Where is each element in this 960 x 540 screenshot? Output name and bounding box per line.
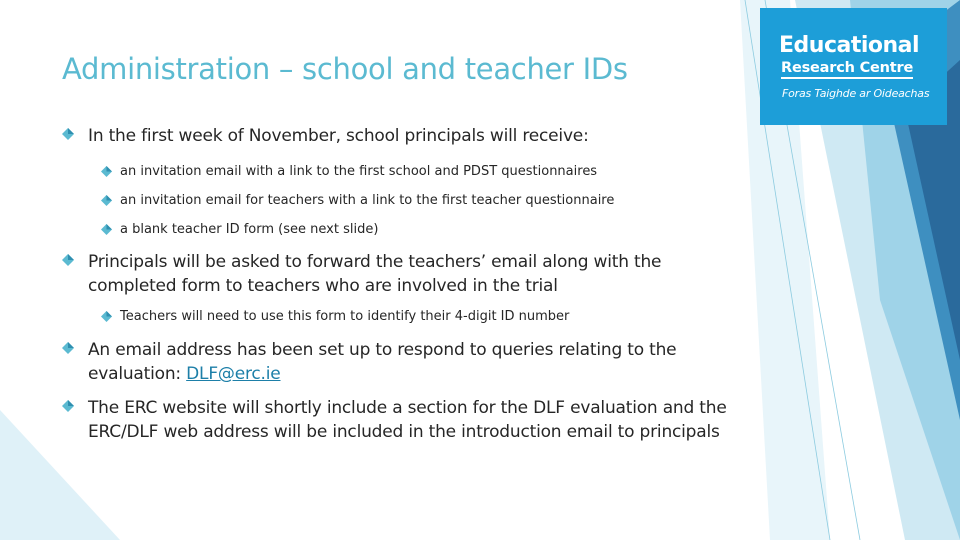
logo-line-2: Research Centre (781, 60, 913, 79)
diamond-bullet-icon (101, 195, 112, 206)
slide-title: Administration – school and teacher IDs (62, 52, 628, 86)
bullet-1-sub-3 (120, 221, 720, 239)
bullet-1-sub-2-text: an invitation email for teachers with a link to the first teacher questionnaire (120, 193, 615, 208)
diamond-bullet-icon (62, 254, 74, 266)
bullet-1-text: In the first week of November, school principals will receive: (88, 126, 589, 146)
diamond-bullet-icon (101, 166, 112, 177)
erc-logo (760, 8, 947, 125)
bullet-1-sub-3-text: a blank teacher ID form (see next slide) (120, 222, 379, 237)
bullet-1-sub-1-text: an invitation email with a link to the first school and PDST questionnaires (120, 164, 598, 179)
bullet-1-sub-1 (120, 163, 720, 181)
diamond-bullet-icon (101, 311, 112, 322)
bullet-2 (88, 250, 738, 298)
bullet-3-text: An email address has been set up to respond to queries relating to the evaluation: (88, 340, 677, 384)
bullet-2-sub-1 (120, 308, 720, 326)
bullet-1-sub-2 (120, 192, 720, 210)
diamond-bullet-icon (62, 400, 74, 412)
diamond-bullet-icon (62, 342, 74, 354)
logo-line-1: Educational (779, 33, 920, 58)
bullet-2-sub-1-text: Teachers will need to use this form to identify their 4-digit ID number (120, 309, 570, 324)
bullet-1 (88, 124, 728, 148)
diamond-bullet-icon (101, 224, 112, 235)
email-link[interactable]: DLF@erc.ie (186, 364, 281, 384)
bullet-4-text: The ERC website will shortly include a section for the DLF evaluation and the ERC/DLF web address will be included in the introduction email to principals (88, 398, 727, 442)
bullet-4 (88, 396, 728, 444)
bullet-2-text: Principals will be asked to forward the teachers’ email along with the completed form to teachers who are involved in the trial (88, 252, 662, 296)
logo-line-3: Foras Taighde ar Oideachas (782, 87, 930, 100)
bullet-3 (88, 338, 738, 386)
diamond-bullet-icon (62, 128, 74, 140)
